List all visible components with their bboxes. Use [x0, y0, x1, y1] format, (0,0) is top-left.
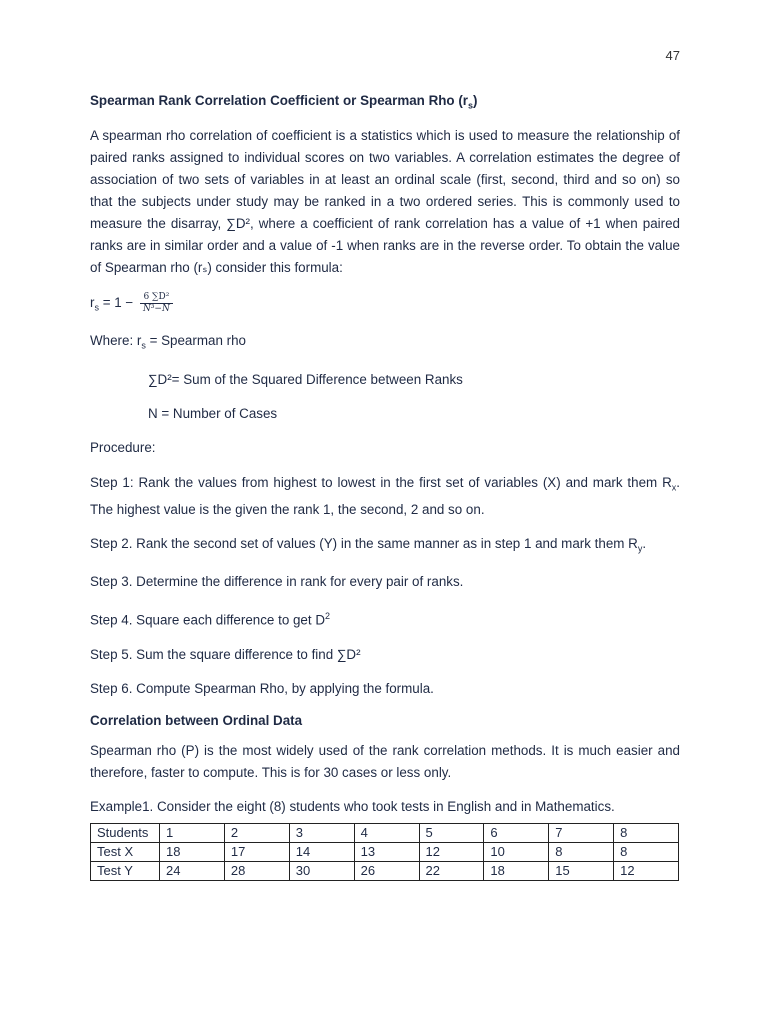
table-cell: 14: [289, 842, 354, 861]
table-cell: 3: [289, 823, 354, 842]
step-2-text: Step 2. Rank the second set of values (Y) in the same manner as in step 1 and mark them R: [90, 535, 638, 551]
step-1-text-cont: . The highest value is the given the rank 1, the second, 2 and so on.: [90, 475, 680, 517]
where-line: [90, 331, 680, 356]
formula-numerator: 6 ∑D²: [140, 292, 173, 304]
formula-lhs-subscript: s: [94, 302, 99, 313]
step-2: [90, 534, 680, 559]
table-cell: 28: [224, 861, 289, 880]
table-cell: 15: [549, 861, 614, 880]
paragraph-2: Spearman rho (P) is the most widely used of the rank correlation methods. It is much easier and therefore, faster to compute. This is for 30 cases or less only.: [90, 742, 680, 780]
table-cell: 30: [289, 861, 354, 880]
step-5: Step 5. Sum the square difference to find ∑D²: [90, 646, 361, 662]
table-cell: 22: [419, 861, 484, 880]
table-cell: 5: [419, 823, 484, 842]
title-close: ): [473, 93, 478, 108]
title-subscript: s: [468, 100, 474, 111]
table-cell: Test X: [91, 842, 160, 861]
table-cell: 12: [614, 861, 679, 880]
procedure-label: Procedure:: [90, 440, 156, 456]
step-2-subscript: y: [637, 543, 643, 554]
table-cell: 8: [549, 842, 614, 861]
step-3: Step 3. Determine the difference in rank for every pair of ranks.: [90, 574, 464, 590]
step-4: [90, 606, 680, 630]
where-label: Where: r: [90, 333, 142, 349]
table-cell: 2: [224, 823, 289, 842]
title-text: Spearman Rank Correlation Coefficient or Spearman Rho (r: [90, 93, 468, 108]
step-1-text: Step 1: Rank the values from highest to lowest in the first set of variables (X) and mark them R: [90, 475, 672, 491]
table-cell: 1: [160, 823, 225, 842]
step-1-subscript: x: [671, 482, 677, 493]
step-6: Step 6. Compute Spearman Rho, by applying the formula.: [90, 680, 434, 696]
data-table: [90, 823, 679, 881]
table-row: [91, 861, 679, 880]
table-cell: 4: [354, 823, 419, 842]
example-line: Example1. Consider the eight (8) students who took tests in English and in Mathematics.: [90, 798, 615, 814]
table-cell: 13: [354, 842, 419, 861]
definition-n: N = Number of Cases: [148, 406, 278, 422]
table-cell: Students: [91, 823, 160, 842]
table-cell: 6: [484, 823, 549, 842]
table-cell: 18: [484, 861, 549, 880]
formula-lhs: r: [90, 294, 95, 310]
table-row: [91, 842, 679, 861]
formula: [90, 292, 680, 318]
formula-denominator: N³−N: [142, 303, 170, 314]
table-cell: 8: [614, 823, 679, 842]
table-cell: 24: [160, 861, 225, 880]
table-cell: 12: [419, 842, 484, 861]
where-subscript: s: [141, 341, 146, 352]
table-cell: 26: [354, 861, 419, 880]
step-4-superscript: 2: [325, 611, 331, 622]
definition-d2: ∑D²= Sum of the Squared Difference between Ranks: [148, 372, 463, 388]
formula-fraction: [140, 292, 173, 315]
table-cell: 18: [160, 842, 225, 861]
table-cell: Test Y: [91, 861, 160, 880]
step-2-end: .: [642, 535, 647, 551]
page-number: 47: [665, 48, 680, 63]
subheading: Correlation between Ordinal Data: [90, 712, 303, 728]
section-title: [90, 93, 680, 111]
table-cell: 7: [549, 823, 614, 842]
step-4-text: Step 4. Square each difference to get D: [90, 612, 325, 628]
step-1: [90, 472, 680, 521]
formula-equals: = 1 −: [98, 294, 137, 310]
intro-paragraph: A spearman rho correlation of coefficient is a statistics which is used to measure the relationship of paired ranks assigned to individual scores on two variables. A correlation estimates the degree of association of two sets of variables in at least an ordinal scale (first, second, third and so on) so that the subjects under study may be ranked in a two ordered series. This is commonly used to measure the disarray, ∑D², where a coefficient of rank correlation has a value of +1 when paired ranks are in similar order and a value of -1 when ranks are in the reverse order. To obtain the value of Spearman rho (rₛ) consider this formula:: [90, 127, 680, 275]
table-cell: 8: [614, 842, 679, 861]
content: [90, 93, 680, 881]
table-row: [91, 823, 679, 842]
table-cell: 17: [224, 842, 289, 861]
table-cell: 10: [484, 842, 549, 861]
where-definition: = Spearman rho: [145, 333, 246, 349]
